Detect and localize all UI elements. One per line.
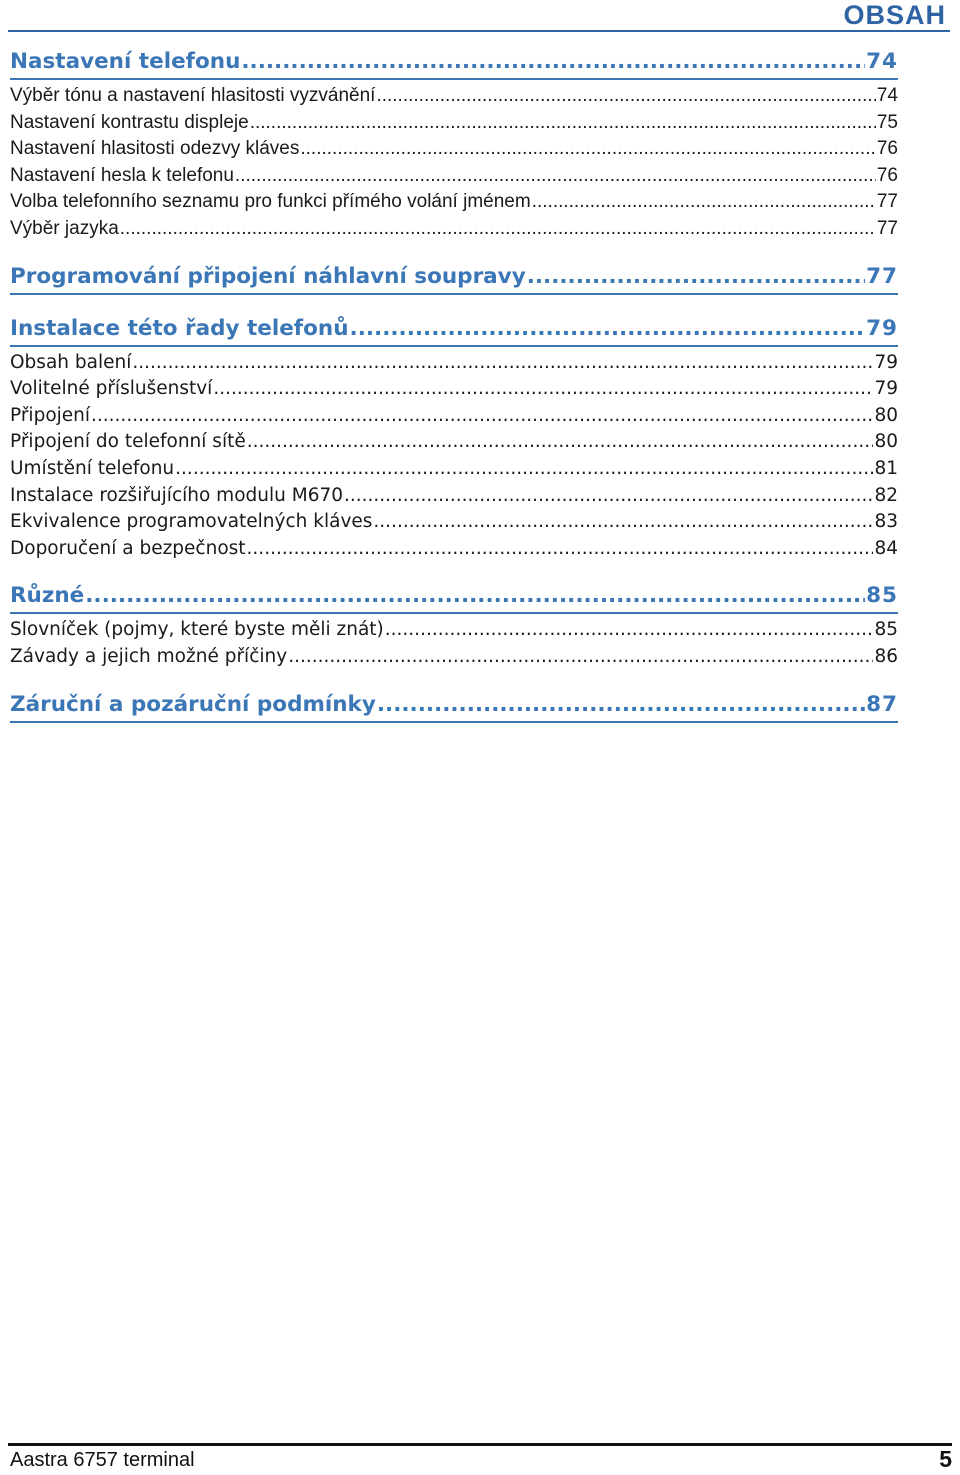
toc-section-heading-link[interactable] bbox=[10, 313, 898, 347]
toc-entry-label: Nastavení hlasitosti odezvy kláves bbox=[10, 138, 300, 160]
toc-entry-link[interactable] bbox=[10, 189, 898, 216]
toc-section-heading-label: Záruční a pozáruční podmínky bbox=[10, 691, 376, 717]
toc-dot-leader bbox=[85, 580, 865, 612]
toc-section-page-number: 79 bbox=[866, 315, 898, 341]
toc-dot-leader bbox=[250, 110, 876, 137]
toc-entry-link[interactable] bbox=[10, 136, 898, 163]
toc-dot-leader bbox=[132, 350, 873, 377]
toc-entry-link[interactable] bbox=[10, 83, 898, 110]
toc-entry-page-number: 80 bbox=[874, 404, 898, 426]
toc-section bbox=[10, 313, 898, 563]
toc-entry-link[interactable] bbox=[10, 110, 898, 137]
toc-dot-leader bbox=[213, 376, 873, 403]
toc-dot-leader bbox=[527, 261, 865, 293]
toc-entry-label: Ekvivalence programovatelných kláves bbox=[10, 511, 373, 533]
toc-section-heading-label: Různé bbox=[10, 583, 85, 609]
toc-section-heading-link[interactable] bbox=[10, 261, 898, 295]
toc-dot-leader bbox=[175, 456, 873, 483]
page-section-title: OBSAH bbox=[843, 0, 946, 30]
toc-entry-page-number: 81 bbox=[874, 457, 898, 479]
toc-dot-leader bbox=[532, 189, 876, 216]
toc-entry-page-number: 86 bbox=[874, 645, 898, 667]
toc-entry-label: Připojení do telefonní sítě bbox=[10, 431, 246, 453]
toc-entry-page-number: 84 bbox=[874, 537, 898, 559]
toc-entry-label: Volitelné příslušenství bbox=[10, 378, 213, 400]
footer-divider bbox=[8, 1443, 952, 1446]
toc-entry-label: Výběr jazyka bbox=[10, 217, 119, 239]
header-divider bbox=[8, 30, 950, 32]
toc-section-heading-label: Programování připojení náhlavní soupravy bbox=[10, 263, 526, 289]
toc-entry-label: Závady a jejich možné příčiny bbox=[10, 645, 288, 667]
toc-entry-link[interactable] bbox=[10, 509, 898, 536]
toc-dot-leader bbox=[247, 536, 874, 563]
toc-section-heading-link[interactable] bbox=[10, 689, 898, 723]
toc-section-heading-link[interactable] bbox=[10, 580, 898, 614]
toc-section-page-number: 74 bbox=[866, 49, 898, 74]
toc-dot-leader bbox=[350, 313, 866, 345]
toc-section bbox=[10, 261, 898, 295]
toc-entry-link[interactable] bbox=[10, 163, 898, 190]
toc-dot-leader bbox=[91, 403, 873, 430]
toc-entry-label: Umístění telefonu bbox=[10, 457, 175, 479]
toc-dot-leader bbox=[344, 483, 873, 510]
toc-dot-leader bbox=[235, 163, 876, 190]
toc-entry-link[interactable] bbox=[10, 536, 898, 563]
toc-section-page-number: 85 bbox=[866, 583, 898, 609]
toc-entry-link[interactable] bbox=[10, 644, 898, 671]
toc-entry-page-number: 77 bbox=[876, 191, 898, 213]
toc-entry-page-number: 79 bbox=[874, 351, 898, 373]
toc-entry-page-number: 75 bbox=[876, 111, 898, 133]
toc-entry-page-number: 76 bbox=[876, 138, 898, 160]
toc-entry-page-number: 74 bbox=[876, 85, 898, 106]
toc-dot-leader bbox=[376, 83, 875, 110]
toc-dot-leader bbox=[288, 644, 873, 671]
toc-entry-link[interactable] bbox=[10, 350, 898, 377]
toc-section bbox=[10, 580, 898, 670]
toc-section bbox=[10, 46, 898, 243]
toc-section-page-number: 87 bbox=[866, 691, 898, 717]
toc-section bbox=[10, 689, 898, 723]
toc-dot-leader bbox=[377, 689, 865, 721]
toc-entry-page-number: 77 bbox=[876, 217, 898, 239]
toc-entry-link[interactable] bbox=[10, 483, 898, 510]
toc-entry-link[interactable] bbox=[10, 403, 898, 430]
toc-entry-link[interactable] bbox=[10, 376, 898, 403]
toc-section-heading-label: Instalace této řady telefonů bbox=[10, 315, 349, 341]
toc-dot-leader bbox=[120, 216, 876, 243]
footer-page-number: 5 bbox=[939, 1446, 952, 1472]
toc-entry-link[interactable] bbox=[10, 456, 898, 483]
footer-product-name: Aastra 6757 terminal bbox=[10, 1449, 195, 1471]
table-of-contents bbox=[10, 46, 898, 726]
toc-entry-page-number: 85 bbox=[874, 619, 898, 641]
toc-entry-link[interactable] bbox=[10, 216, 898, 243]
toc-entry-page-number: 82 bbox=[874, 484, 898, 506]
toc-entry-label: Nastavení kontrastu displeje bbox=[10, 111, 249, 133]
toc-entry-page-number: 83 bbox=[874, 511, 898, 533]
toc-dot-leader bbox=[241, 46, 865, 78]
toc-section-heading-label: Nastavení telefonu bbox=[10, 49, 241, 74]
toc-entry-label: Volba telefonního seznamu pro funkci přímého volání jménem bbox=[10, 191, 531, 213]
toc-entry-label: Připojení bbox=[10, 404, 91, 426]
toc-dot-leader bbox=[300, 136, 875, 163]
toc-entry-label: Nastavení hesla k telefonu bbox=[10, 164, 234, 186]
toc-entry-page-number: 80 bbox=[874, 431, 898, 453]
toc-dot-leader bbox=[247, 429, 874, 456]
toc-dot-leader bbox=[373, 509, 873, 536]
toc-entry-link[interactable] bbox=[10, 617, 898, 644]
toc-entry-page-number: 76 bbox=[876, 164, 898, 186]
toc-dot-leader bbox=[385, 617, 874, 644]
toc-entry-label: Výběr tónu a nastavení hlasitosti vyzvánění bbox=[10, 85, 376, 106]
toc-section-page-number: 77 bbox=[866, 263, 898, 289]
toc-entry-link[interactable] bbox=[10, 429, 898, 456]
toc-entry-page-number: 79 bbox=[874, 378, 898, 400]
toc-entry-label: Instalace rozšiřujícího modulu M670 bbox=[10, 484, 343, 506]
toc-section-heading-link[interactable] bbox=[10, 46, 898, 80]
toc-entry-label: Obsah balení bbox=[10, 351, 132, 373]
toc-entry-label: Slovníček (pojmy, které byste měli znát) bbox=[10, 619, 384, 641]
toc-entry-label: Doporučení a bezpečnost bbox=[10, 537, 246, 559]
